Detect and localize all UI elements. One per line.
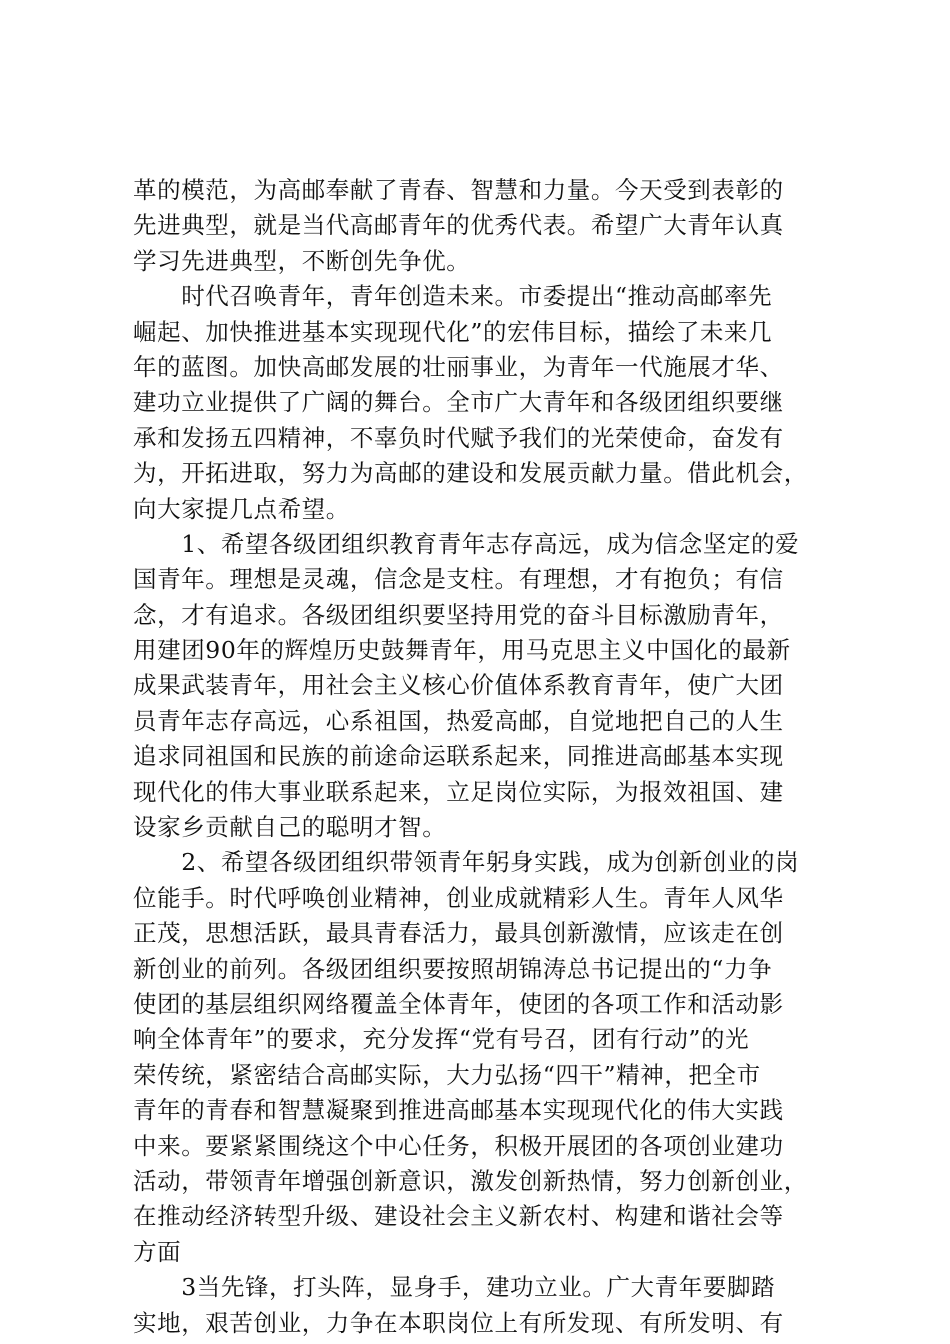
text-line: 向大家提几点希望。 [133, 494, 350, 523]
text-line: 3当先锋，打头阵，显身手，建功立业。广大青年要脚踏 [133, 1273, 776, 1302]
text-line: 青年的青春和智慧凝聚到推进高邮基本实现现代化的伟大实践 [133, 1096, 784, 1125]
text-line: 在推动经济转型升级、建设社会主义新农村、构建和谐社会等 [133, 1202, 784, 1231]
text-line: 时代召唤青年，青年创造未来。市委提出“推动高邮率先 [133, 282, 773, 311]
text-line: 先进典型，就是当代高邮青年的优秀代表。希望广大青年认真 [133, 211, 784, 240]
text-line: 建功立业提供了广阔的舞台。全市广大青年和各级团组织要继 [133, 388, 784, 417]
text-line: 念，才有追求。各级团组织要坚持用党的奋斗目标激励青年， [133, 600, 784, 629]
text-line: 正茂，思想活跃，最具青春活力，最具创新激情，应该走在创 [133, 919, 784, 948]
text-line: 为，开拓进取，努力为高邮的建设和发展贡献力量。借此机会， [133, 459, 808, 488]
text-line: 革的模范，为高邮奉献了青春、智慧和力量。今天受到表彰的 [133, 176, 784, 204]
text-line: 活动，带领青年增强创新意识，激发创新热情，努力创新创业， [133, 1166, 808, 1195]
text-line: 中来。要紧紧围绕这个中心任务，积极开展团的各项创业建功 [133, 1131, 784, 1160]
text-line: 设家乡贡献自己的聪明才智。 [133, 813, 447, 842]
text-line: 用建团90年的辉煌历史鼓舞青年，用马克思主义中国化的最新 [133, 636, 791, 665]
text-line: 使团的基层组织网络覆盖全体青年，使团的各项工作和活动影 [133, 989, 784, 1018]
text-line: 崛起、加快推进基本实现现代化”的宏伟目标，描绘了未来几 [133, 317, 773, 346]
text-line: 员青年志存高远，心系祖国，热爱高邮，自觉地把自己的人生 [133, 706, 784, 735]
text-line: 响全体青年”的要求，充分发挥“党有号召，团有行动”的光 [133, 1025, 750, 1054]
text-line: 荣传统，紧密结合高邮实际，大力弘扬“四干”精神，把全市 [133, 1060, 761, 1089]
text-line: 追求同祖国和民族的前途命运联系起来，同推进高邮基本实现 [133, 742, 784, 771]
document-body-text [133, 173, 833, 1341]
text-line: 方面 [133, 1237, 182, 1266]
text-line: 成果武装青年，用社会主义核心价值体系教育青年，使广大团 [133, 671, 784, 700]
text-line: 新创业的前列。各级团组织要按照胡锦涛总书记提出的“力争 [133, 954, 773, 983]
text-line: 2、希望各级团组织带领青年躬身实践，成为创新创业的岗 [133, 848, 800, 877]
text-line: 学习先进典型，不断创先争优。 [133, 246, 471, 275]
text-line: 位能手。时代呼唤创业精神，创业成就精彩人生。青年人风华 [133, 883, 784, 912]
text-line: 实地，艰苦创业，力争在本职岗位上有所发现、有所发明、有 [133, 1308, 784, 1337]
text-line: 国青年。理想是灵魂，信念是支柱。有理想，才有抱负；有信 [133, 565, 784, 594]
text-line: 承和发扬五四精神，不辜负时代赋予我们的光荣使命，奋发有 [133, 423, 784, 452]
text-line: 现代化的伟大事业联系起来，立足岗位实际，为报效祖国、建 [133, 777, 784, 806]
text-line: 年的蓝图。加快高邮发展的壮丽事业，为青年一代施展才华、 [133, 352, 784, 381]
text-line: 1、希望各级团组织教育青年志存高远，成为信念坚定的爱 [133, 529, 800, 558]
